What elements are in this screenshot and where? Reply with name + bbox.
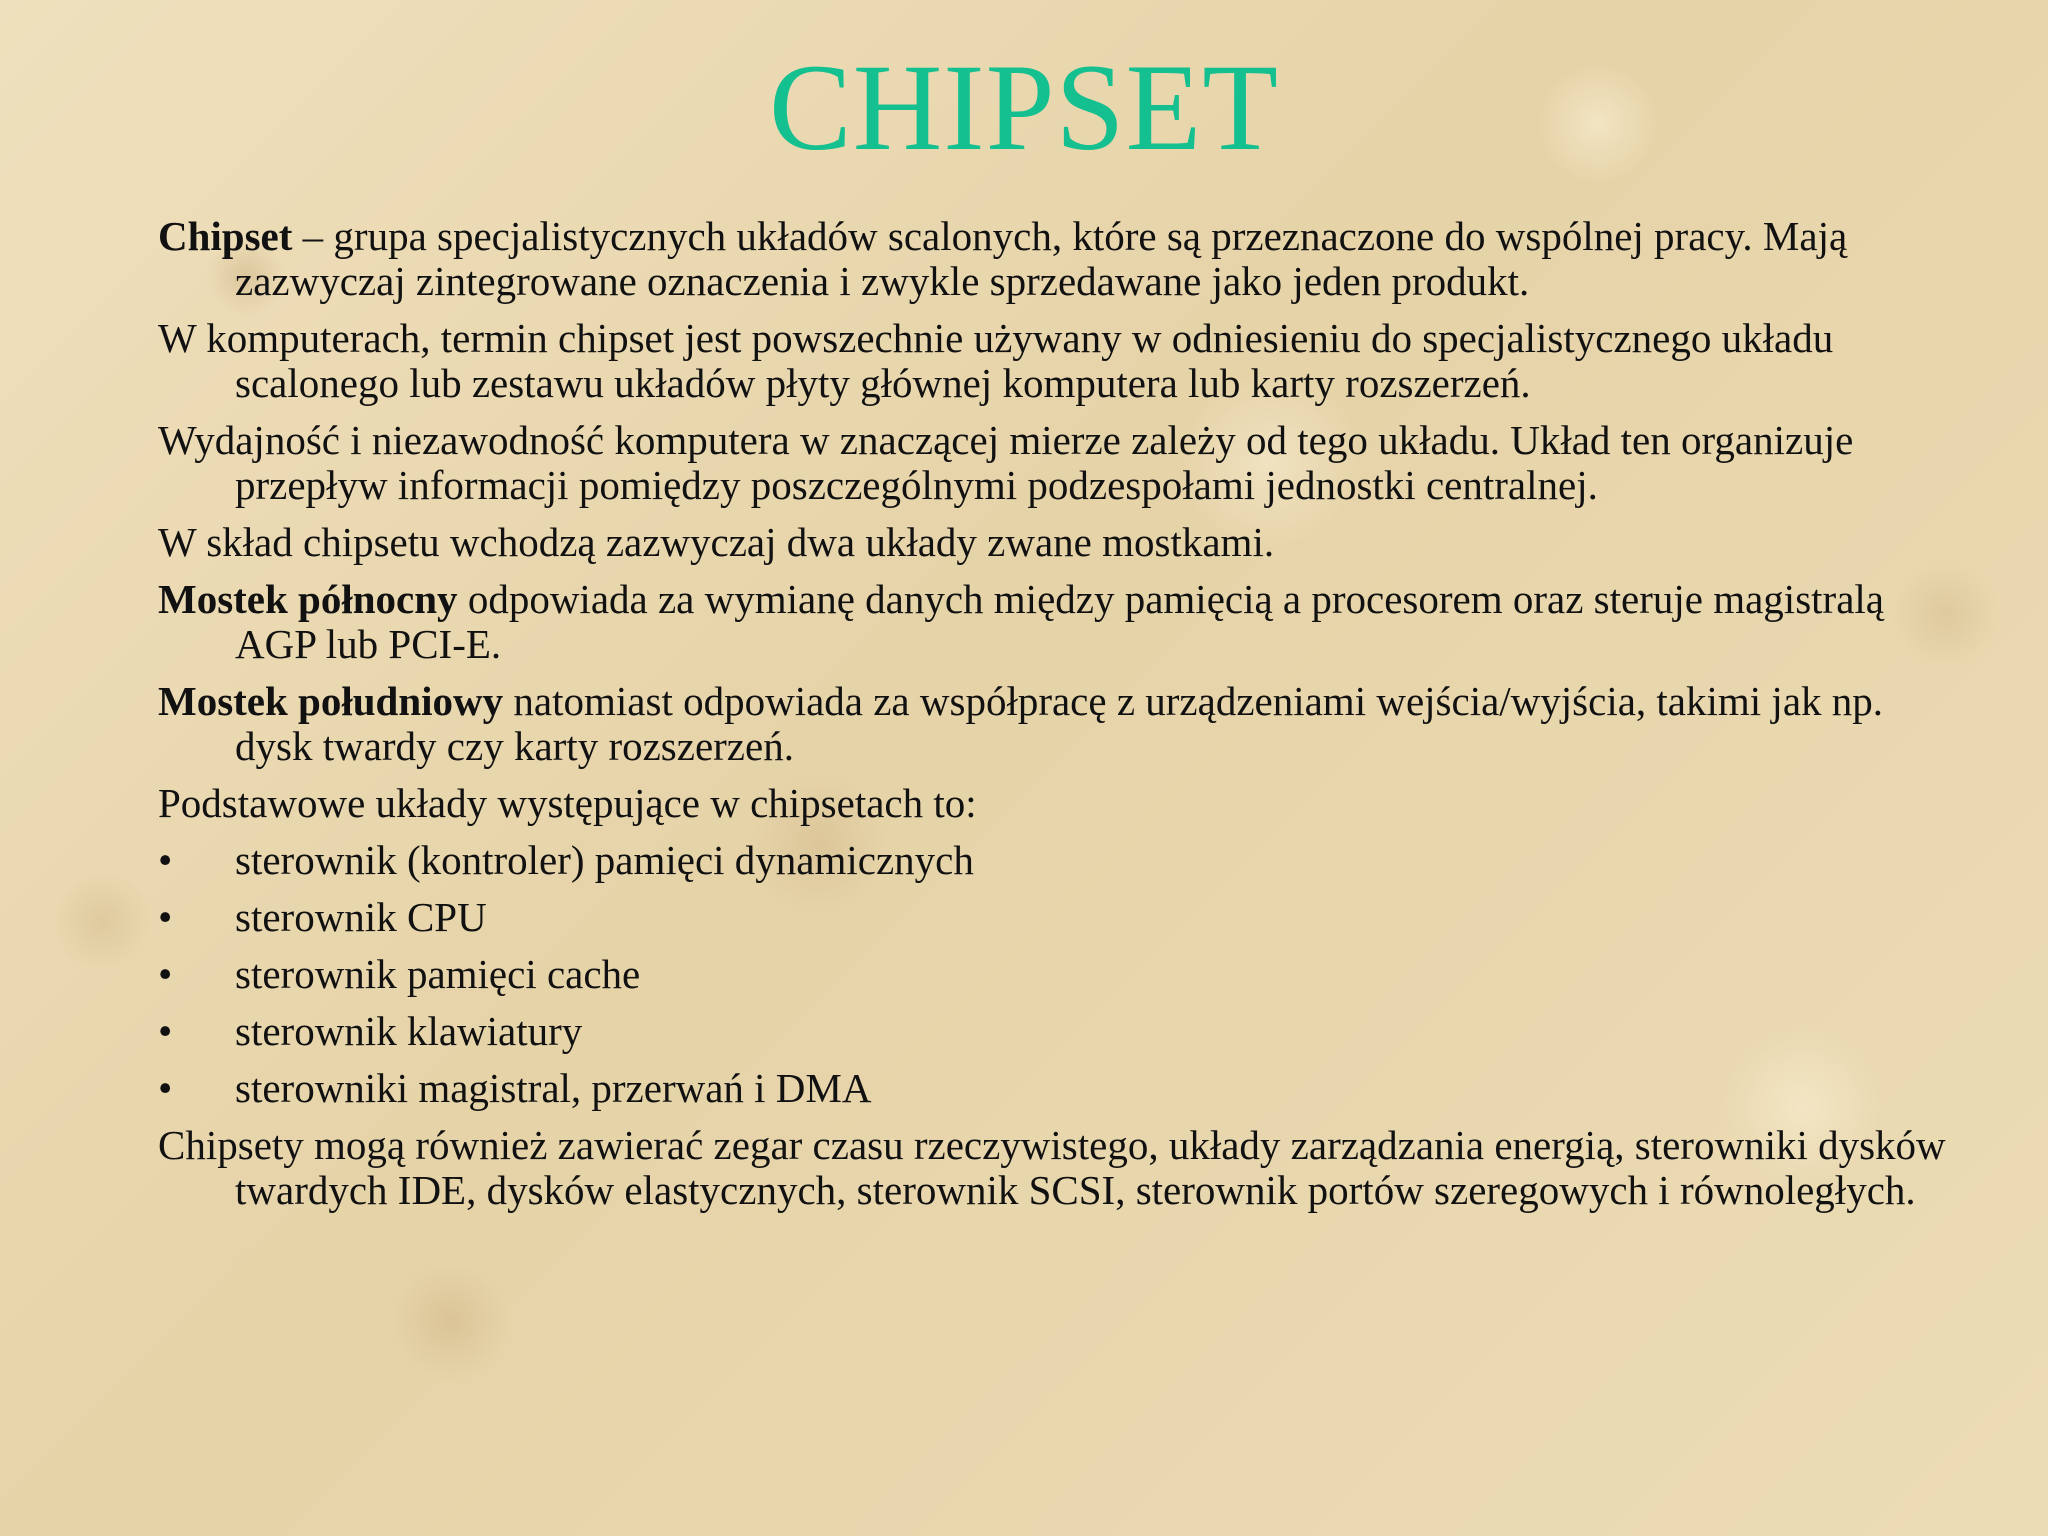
list-item-text: sterownik klawiatury (235, 1008, 583, 1054)
list-item-text: sterownik CPU (235, 894, 487, 940)
paragraph-southbridge (158, 679, 1958, 769)
bullet-icon: • (158, 894, 173, 940)
paragraph-northbridge (158, 577, 1958, 667)
list-item-text: sterowniki magistral, przerwań i DMA (235, 1065, 872, 1111)
paragraph-text: Wydajność i niezawodność komputera w znaczącej mierze zależy od tego układu. Układ ten organizuje przepływ informacji pomiędzy poszczególnymi podzespołami jednostki centralnej. (158, 417, 1854, 508)
paragraph-computers (158, 316, 1958, 406)
paragraph-text: W skład chipsetu wchodzą zazwyczaj dwa układy zwane mostkami. (158, 519, 1275, 565)
paragraph-text: odpowiada za wymianę danych między pamięcią a procesorem oraz steruje magistralą AGP lub PCI-E. (235, 576, 1884, 667)
list-item (158, 952, 1958, 997)
bullet-icon: • (158, 951, 173, 997)
slide-title: CHIPSET (769, 39, 1279, 176)
paragraph-performance (158, 418, 1958, 508)
list-item-text: sterownik pamięci cache (235, 951, 641, 997)
paragraph-basic-components (158, 781, 1958, 826)
term-northbridge: Mostek północny (158, 576, 458, 622)
list-item (158, 838, 1958, 883)
bullet-icon: • (158, 837, 173, 883)
list-item (158, 1066, 1958, 1111)
list-item-text: sterownik (kontroler) pamięci dynamicznych (235, 837, 974, 883)
paragraph-chipset-definition (158, 214, 1958, 304)
paragraph-text: W komputerach, termin chipset jest powszechnie używany w odniesieniu do specjalistycznego układu scalonego lub zestawu układów płyty głównej komputera lub karty rozszerzeń. (158, 315, 1834, 406)
bullet-icon: • (158, 1008, 173, 1054)
paragraph-additional (158, 1123, 1958, 1213)
list-item (158, 895, 1958, 940)
slide-body (158, 214, 1958, 1225)
paragraph-text: Chipsety mogą również zawierać zegar czasu rzeczywistego, układy zarządzania energią, sterowniki dysków twardych IDE, dysków elastycznych, sterownik SCSI, sterownik portów szeregowych i równoległych. (158, 1122, 1946, 1213)
bullet-icon: • (158, 1065, 173, 1111)
paragraph-text: Podstawowe układy występujące w chipsetach to: (158, 780, 977, 826)
paragraph-text: natomiast odpowiada za współpracę z urządzeniami wejścia/wyjścia, takimi jak np. dysk twardy czy karty rozszerzeń. (235, 678, 1884, 769)
term-chipset: Chipset (158, 213, 293, 259)
list-item (158, 1009, 1958, 1054)
paragraph-bridges (158, 520, 1958, 565)
term-southbridge: Mostek południowy (158, 678, 504, 724)
paragraph-text: – grupa specjalistycznych układów scalonych, które są przeznaczone do wspólnej pracy. Mają zazwyczaj zintegrowane oznaczenia i zwykle sprzedawane jako jeden produkt. (235, 213, 1848, 304)
